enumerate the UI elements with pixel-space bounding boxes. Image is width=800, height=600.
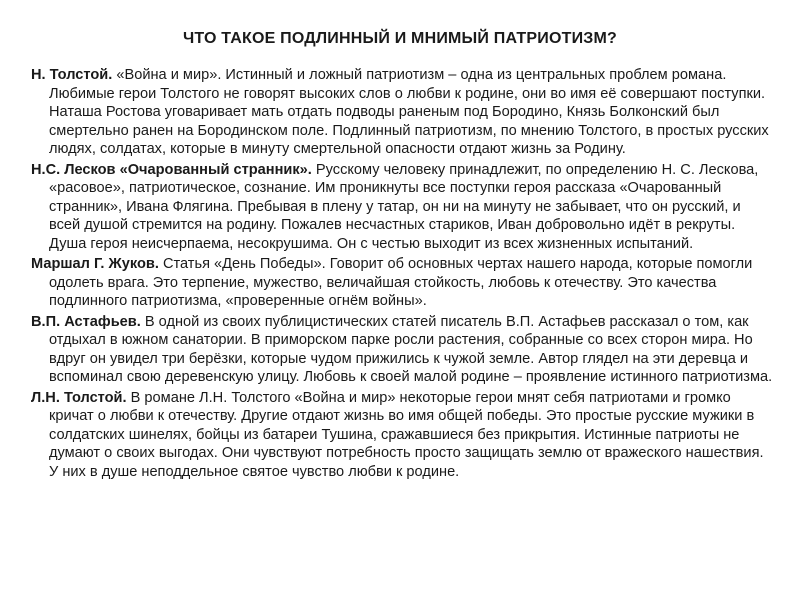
author-name: В.П. Астафьев.	[31, 313, 141, 330]
paragraph-tolstoy-war-and-peace	[31, 66, 773, 159]
paragraph-text: Русскому человеку принадлежит, по определению Н. С. Лескова, «расовое», патриотическое, сознание. Им проникнуты все поступки героя рассказа «Очарованный странник», Ивана Флягина. Пребывая в плену у татар, он ни на минуту не забывает, что он русский, и всей душой стремится на родину. Пожалев несчастных стариков, Иван добровольно идёт в рекруты. Душа героя неисчерпаема, несокрушима. Он с честью выходит из всех жизненных испытаний.	[49, 161, 759, 252]
author-name: Н. Толстой.	[31, 67, 113, 83]
page-title: ЧТО ТАКОЕ ПОДЛИННЫЙ И МНИМЫЙ ПАТРИОТИЗМ?	[182, 30, 618, 47]
paragraph-astafiev	[31, 313, 773, 387]
author-name: Маршал Г. Жуков.	[31, 256, 159, 272]
paragraph-text: «Война и мир». Истинный и ложный патриотизм – одна из центральных проблем романа. Любимые герои Толстого не говорят высоких слов о любви к родине, они во имя её совершают поступки. Наташа Ростова уговаривает мать отдать подводы раненым под Бородино, Князь Болконский был смертельно ранен на Бородинском поле. Подлинный патриотизм, по мнению Толстого, в простых русских людях, солдатах, которые в минуту смертельной опасности отдают жизнь за Родину.	[49, 67, 769, 157]
content-body	[31, 66, 773, 483]
paragraph-text: В одной из своих публицистических статей писатель В.П. Астафьев рассказал о том, как отдыхал в южном санатории. В приморском парке росли растения, собранные со всех сторон мира. Но вдруг он увидел три берёзки, которые чудом прижились к чужой земле. Автор глядел на эти деревца и вспоминал свою деревенскую улицу. Любовь к своей малой родине – проявление истинного патриотизма.	[49, 313, 773, 385]
paragraph-zhukov	[31, 255, 773, 311]
author-name: Л.Н. Толстой.	[31, 389, 127, 406]
author-name: Н.С. Лесков «Очарованный странник».	[31, 161, 312, 178]
paragraph-text: В романе Л.Н. Толстого «Война и мир» некоторые герои мнят себя патриотами и громко кричат о любви к отечеству. Другие отдают жизнь во имя общей победы. Это простые русские мужики в солдатских шинелях, бойцы из батареи Тушина, сражавшиеся без прикрытия. Истинные патриоты не думают о своих выгодах. Они чувствуют потребность просто защищать землю от вражеского нашествия. У них в душе неподдельное святое чувство любви к родине.	[49, 389, 764, 480]
paragraph-leskov	[31, 161, 773, 254]
paragraph-text: Статья «День Победы». Говорит об основных чертах нашего народа, которые помогли одолеть врага. Это терпение, мужество, величайшая стойкость, любовь к отечеству. Это качества подлинного патриотизма, «проверенные огнём войны».	[49, 256, 753, 309]
paragraph-tolstoy-patriots	[31, 389, 773, 482]
